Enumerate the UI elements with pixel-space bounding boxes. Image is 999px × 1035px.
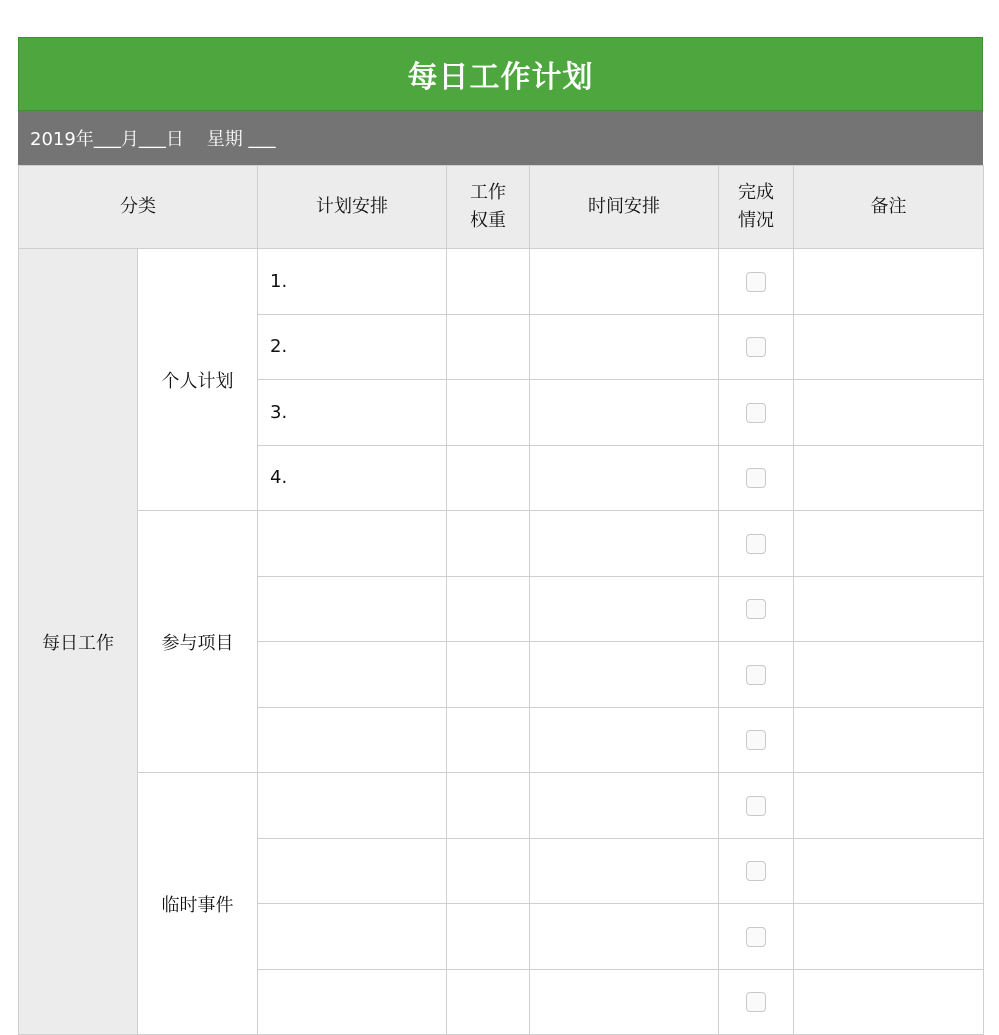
done-cell <box>719 707 794 773</box>
table-row <box>19 511 984 577</box>
time-cell[interactable] <box>530 511 719 577</box>
plan-table <box>18 165 984 1035</box>
date-line <box>18 111 983 165</box>
header-weight: 工作 权重 <box>447 166 530 249</box>
note-cell[interactable] <box>794 445 984 511</box>
weight-cell[interactable] <box>447 642 530 708</box>
time-cell[interactable] <box>530 773 719 839</box>
date-year: 2019年 <box>30 129 94 150</box>
checkbox-icon[interactable] <box>746 796 766 816</box>
table-row <box>19 773 984 839</box>
checkbox-icon[interactable] <box>746 403 766 423</box>
weight-cell[interactable] <box>447 773 530 839</box>
checkbox-icon[interactable] <box>746 992 766 1012</box>
note-cell[interactable] <box>794 314 984 380</box>
date-blank-day: ___ <box>138 127 166 149</box>
time-cell[interactable] <box>530 249 719 315</box>
plan-cell[interactable] <box>258 904 447 970</box>
checkbox-icon[interactable] <box>746 927 766 947</box>
done-cell <box>719 969 794 1035</box>
category-group: 参与项目 <box>138 511 258 773</box>
checkbox-icon[interactable] <box>746 337 766 357</box>
weight-cell[interactable] <box>447 707 530 773</box>
plan-cell[interactable]: 2. <box>258 314 447 380</box>
done-cell <box>719 773 794 839</box>
done-cell <box>719 445 794 511</box>
done-cell <box>719 904 794 970</box>
time-cell[interactable] <box>530 838 719 904</box>
category-main: 每日工作 <box>19 249 138 1035</box>
plan-cell[interactable] <box>258 838 447 904</box>
note-cell[interactable] <box>794 904 984 970</box>
date-blank-weekday: ___ <box>248 127 276 149</box>
plan-cell[interactable] <box>258 707 447 773</box>
header-note: 备注 <box>794 166 984 249</box>
date-weekday: 星期 <box>206 129 243 150</box>
plan-cell[interactable]: 4. <box>258 445 447 511</box>
plan-cell[interactable] <box>258 969 447 1035</box>
table-row <box>19 249 984 315</box>
note-cell[interactable] <box>794 969 984 1035</box>
plan-cell[interactable] <box>258 773 447 839</box>
done-cell <box>719 314 794 380</box>
header-row <box>19 166 984 249</box>
date-month: 月 <box>120 129 139 150</box>
header-plan: 计划安排 <box>258 166 447 249</box>
note-cell[interactable] <box>794 576 984 642</box>
note-cell[interactable] <box>794 511 984 577</box>
checkbox-icon[interactable] <box>746 468 766 488</box>
time-cell[interactable] <box>530 576 719 642</box>
done-cell <box>719 642 794 708</box>
weight-cell[interactable] <box>447 380 530 446</box>
note-cell[interactable] <box>794 707 984 773</box>
header-time: 时间安排 <box>530 166 719 249</box>
checkbox-icon[interactable] <box>746 534 766 554</box>
plan-cell[interactable]: 1. <box>258 249 447 315</box>
note-cell[interactable] <box>794 773 984 839</box>
plan-cell[interactable] <box>258 511 447 577</box>
time-cell[interactable] <box>530 445 719 511</box>
done-cell <box>719 511 794 577</box>
time-cell[interactable] <box>530 707 719 773</box>
header-category: 分类 <box>19 166 258 249</box>
time-cell[interactable] <box>530 314 719 380</box>
note-cell[interactable] <box>794 380 984 446</box>
daily-plan-sheet <box>18 37 983 1035</box>
weight-cell[interactable] <box>447 576 530 642</box>
weight-cell[interactable] <box>447 445 530 511</box>
checkbox-icon[interactable] <box>746 730 766 750</box>
note-cell[interactable] <box>794 642 984 708</box>
checkbox-icon[interactable] <box>746 272 766 292</box>
weight-cell[interactable] <box>447 314 530 380</box>
time-cell[interactable] <box>530 642 719 708</box>
weight-cell[interactable] <box>447 511 530 577</box>
plan-cell[interactable]: 3. <box>258 380 447 446</box>
date-day: 日 <box>165 129 184 150</box>
category-group: 个人计划 <box>138 249 258 511</box>
done-cell <box>719 838 794 904</box>
checkbox-icon[interactable] <box>746 861 766 881</box>
plan-cell[interactable] <box>258 576 447 642</box>
category-group: 临时事件 <box>138 773 258 1035</box>
plan-cell[interactable] <box>258 642 447 708</box>
checkbox-icon[interactable] <box>746 665 766 685</box>
done-cell <box>719 576 794 642</box>
done-cell <box>719 380 794 446</box>
sheet-title: 每日工作计划 <box>18 37 983 111</box>
note-cell[interactable] <box>794 838 984 904</box>
done-cell <box>719 249 794 315</box>
time-cell[interactable] <box>530 904 719 970</box>
weight-cell[interactable] <box>447 904 530 970</box>
weight-cell[interactable] <box>447 838 530 904</box>
weight-cell[interactable] <box>447 969 530 1035</box>
weight-cell[interactable] <box>447 249 530 315</box>
date-blank-month: ___ <box>93 127 121 149</box>
checkbox-icon[interactable] <box>746 599 766 619</box>
time-cell[interactable] <box>530 969 719 1035</box>
note-cell[interactable] <box>794 249 984 315</box>
time-cell[interactable] <box>530 380 719 446</box>
header-done: 完成 情况 <box>719 166 794 249</box>
